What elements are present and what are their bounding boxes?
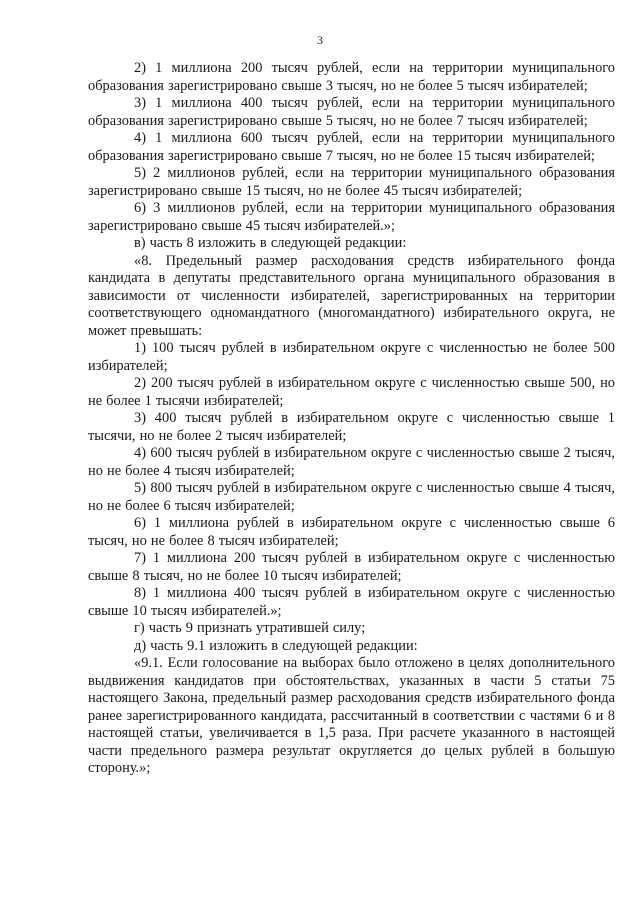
paragraph-limit-2: 2) 200 тысяч рублей в избирательном округе с численностью свыше 500, но не более 1 тысячи избирателей; <box>88 375 615 409</box>
paragraph-limit-6: 6) 1 миллиона рублей в избирательном округе с численностью свыше 6 тысяч, но не более 8 тысяч избирателей; <box>88 515 615 549</box>
paragraph-item-6-3m: 6) 3 миллионов рублей, если на территории муниципального образования зарегистрировано свыше 45 тысяч избирателей.»; <box>88 200 615 234</box>
paragraph-item-2-1200k: 2) 1 миллиона 200 тысяч рублей, если на территории муниципального образования зарегистрировано свыше 3 тысяч, но не более 5 тысяч избирателей; <box>88 60 615 94</box>
paragraph-limit-8: 8) 1 миллиона 400 тысяч рублей в избирательном округе с численностью свыше 10 тысяч избирателей.»; <box>88 585 615 619</box>
paragraph-part-9-1: «9.1. Если голосование на выборах было отложено в целях дополнительного выдвижения кандидатов при обстоятельствах, указанных в части 5 статьи 75 настоящего Закона, предельный размер расходования средств избирательного фонда ранее зарегистрированного кандидата, рассчитанный в соответствии с частями 6 и 8 настоящей статьи, увеличивается в 1,5 раза. При расчете указанного в настоящей части предельного размера результат округляется до целых рублей в большую сторону.»; <box>88 655 615 776</box>
paragraph-subpoint-d: д) часть 9.1 изложить в следующей редакции: <box>134 637 418 654</box>
paragraph-subpoint-v: в) часть 8 изложить в следующей редакции: <box>134 235 407 251</box>
paragraph-limit-7: 7) 1 миллиона 200 тысяч рублей в избирательном округе с численностью свыше 8 тысяч, но не более 10 тысяч избирателей; <box>88 550 615 584</box>
paragraph-item-5-2m: 5) 2 миллионов рублей, если на территории муниципального образования зарегистрировано свыше 15 тысяч, но не более 45 тысяч избирателей; <box>88 165 615 199</box>
paragraph-item-4-1600k: 4) 1 миллиона 600 тысяч рублей, если на территории муниципального образования зарегистрировано свыше 7 тысяч, но не более 15 тысяч избирателей; <box>88 130 615 164</box>
paragraph-item-3-1400k: 3) 1 миллиона 400 тысяч рублей, если на территории муниципального образования зарегистрировано свыше 5 тысяч, но не более 7 тысяч избирателей; <box>88 95 615 129</box>
paragraph-part-8: «8. Предельный размер расходования средств избирательного фонда кандидата в депутаты представительного органа муниципального образования в зависимости от численности избирателей, зарегистрированных на территории соответствующего одномандатного (многомандатного) избирательного округа, не может превышать: <box>88 252 615 339</box>
document-body <box>88 60 615 778</box>
page-number: 3 <box>317 33 323 47</box>
paragraph-limit-5: 5) 800 тысяч рублей в избирательном округе с численностью свыше 4 тысяч, но не более 6 тысяч избирателей; <box>88 480 615 514</box>
paragraph-limit-4: 4) 600 тысяч рублей в избирательном округе с численностью свыше 2 тысяч, но не более 4 тысяч избирателей; <box>88 445 615 479</box>
paragraph-limit-3: 3) 400 тысяч рублей в избирательном округе с численностью свыше 1 тысячи, но не более 2 тысяч избирателей; <box>88 410 615 444</box>
paragraph-limit-1: 1) 100 тысяч рублей в избирательном округе с численностью не более 500 избирателей; <box>88 340 615 374</box>
paragraph-subpoint-g: г) часть 9 признать утратившей силу; <box>134 620 366 636</box>
